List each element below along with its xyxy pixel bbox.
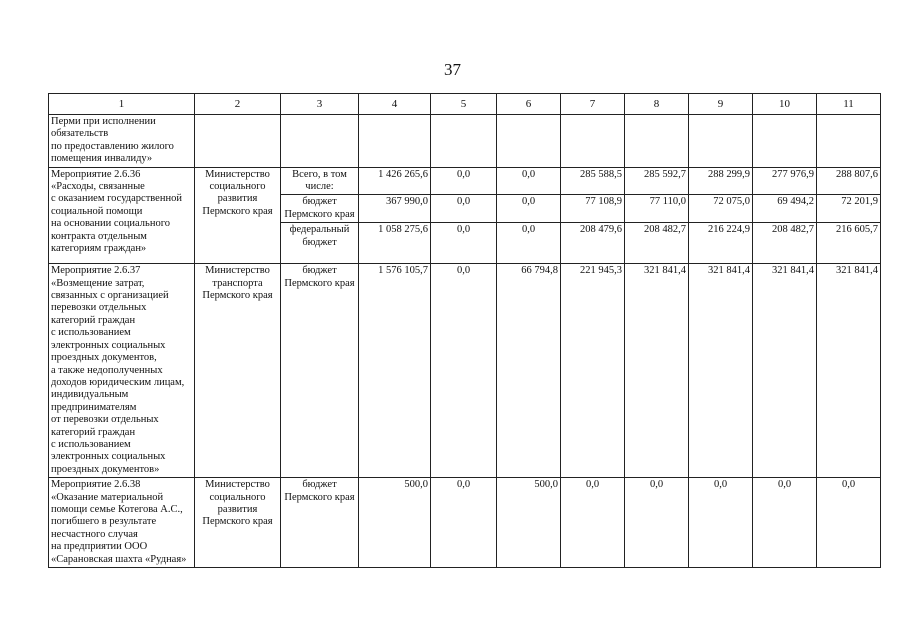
funding-source-cell: Всего, в том числе: xyxy=(281,167,359,195)
value-cell: 0,0 xyxy=(497,223,561,264)
event-description: Мероприятие 2.6.38 «Оказание материальной помощи семье Котегова А.С., погибшего в результате несчастного случая на предприятии ООО «Сарановская шахта «Рудная» xyxy=(49,478,195,568)
value-cell: 66 794,8 xyxy=(497,264,561,478)
value-cell: 77 108,9 xyxy=(561,195,625,223)
table-cell xyxy=(359,115,431,168)
value-cell: 208 482,7 xyxy=(753,223,817,264)
value-cell: 0,0 xyxy=(561,478,625,568)
value-cell: 321 841,4 xyxy=(753,264,817,478)
table-cell xyxy=(281,115,359,168)
value-cell: 221 945,3 xyxy=(561,264,625,478)
value-cell: 216 605,7 xyxy=(817,223,881,264)
value-cell: 277 976,9 xyxy=(753,167,817,195)
funding-source-cell: бюджет Пермского края xyxy=(281,478,359,568)
column-header: 10 xyxy=(753,94,817,115)
page-number: 37 xyxy=(444,60,461,79)
value-cell: 285 592,7 xyxy=(625,167,689,195)
value-cell: 285 588,5 xyxy=(561,167,625,195)
column-header: 11 xyxy=(817,94,881,115)
column-header: 7 xyxy=(561,94,625,115)
budget-table xyxy=(48,93,881,568)
event-description: Мероприятие 2.6.36 «Расходы, связанные с оказанием государственной социальной помощи на основании социального контракта отдельным категориям граждан» xyxy=(49,167,195,264)
table-row xyxy=(49,167,881,195)
value-cell: 0,0 xyxy=(431,264,497,478)
column-header: 2 xyxy=(195,94,281,115)
executor-cell: Министерство социального развития Пермского края xyxy=(195,167,281,264)
value-cell: 208 482,7 xyxy=(625,223,689,264)
table-cell xyxy=(753,115,817,168)
value-cell: 321 841,4 xyxy=(817,264,881,478)
value-cell: 72 075,0 xyxy=(689,195,753,223)
column-header: 4 xyxy=(359,94,431,115)
table-row xyxy=(49,478,881,568)
value-cell: 0,0 xyxy=(753,478,817,568)
funding-source-cell: бюджет Пермского края xyxy=(281,264,359,478)
column-header: 3 xyxy=(281,94,359,115)
table-row xyxy=(49,115,881,168)
value-cell: 0,0 xyxy=(431,195,497,223)
column-header: 9 xyxy=(689,94,753,115)
value-cell: 69 494,2 xyxy=(753,195,817,223)
column-header: 6 xyxy=(497,94,561,115)
event-description: Перми при исполнении обязательств по предоставлению жилого помещения инвалиду» xyxy=(49,115,195,168)
header-row xyxy=(49,94,881,115)
funding-source-cell: бюджет Пермского края xyxy=(281,195,359,223)
value-cell: 216 224,9 xyxy=(689,223,753,264)
value-cell: 500,0 xyxy=(359,478,431,568)
table-row xyxy=(49,264,881,478)
value-cell: 1 576 105,7 xyxy=(359,264,431,478)
value-cell: 77 110,0 xyxy=(625,195,689,223)
value-cell: 288 807,6 xyxy=(817,167,881,195)
value-cell: 0,0 xyxy=(497,195,561,223)
table-cell xyxy=(817,115,881,168)
value-cell: 0,0 xyxy=(689,478,753,568)
value-cell: 1 058 275,6 xyxy=(359,223,431,264)
table-cell xyxy=(561,115,625,168)
column-header: 1 xyxy=(49,94,195,115)
value-cell: 0,0 xyxy=(431,223,497,264)
value-cell: 1 426 265,6 xyxy=(359,167,431,195)
table-cell xyxy=(497,115,561,168)
executor-cell: Министерство транспорта Пермского края xyxy=(195,264,281,478)
value-cell: 367 990,0 xyxy=(359,195,431,223)
value-cell: 0,0 xyxy=(497,167,561,195)
table-cell xyxy=(689,115,753,168)
value-cell: 321 841,4 xyxy=(625,264,689,478)
value-cell: 0,0 xyxy=(817,478,881,568)
value-cell: 0,0 xyxy=(625,478,689,568)
executor-cell: Министерство социального развития Пермского края xyxy=(195,478,281,568)
value-cell: 288 299,9 xyxy=(689,167,753,195)
funding-source-cell: федеральный бюджет xyxy=(281,223,359,264)
value-cell: 500,0 xyxy=(497,478,561,568)
value-cell: 0,0 xyxy=(431,167,497,195)
table-cell xyxy=(431,115,497,168)
column-header: 8 xyxy=(625,94,689,115)
value-cell: 72 201,9 xyxy=(817,195,881,223)
value-cell: 0,0 xyxy=(431,478,497,568)
table-cell xyxy=(625,115,689,168)
value-cell: 321 841,4 xyxy=(689,264,753,478)
event-description: Мероприятие 2.6.37 «Возмещение затрат, связанных с организацией перевозки отдельных категорий граждан с использованием электронных социальных проездных документов, а также недополученных доходов юридическим лицам, индивидуальным предпринимателям от перевозки отдельных категорий граждан с использованием электронных социальных проездных документов» xyxy=(49,264,195,478)
column-header: 5 xyxy=(431,94,497,115)
value-cell: 208 479,6 xyxy=(561,223,625,264)
table-cell xyxy=(195,115,281,168)
